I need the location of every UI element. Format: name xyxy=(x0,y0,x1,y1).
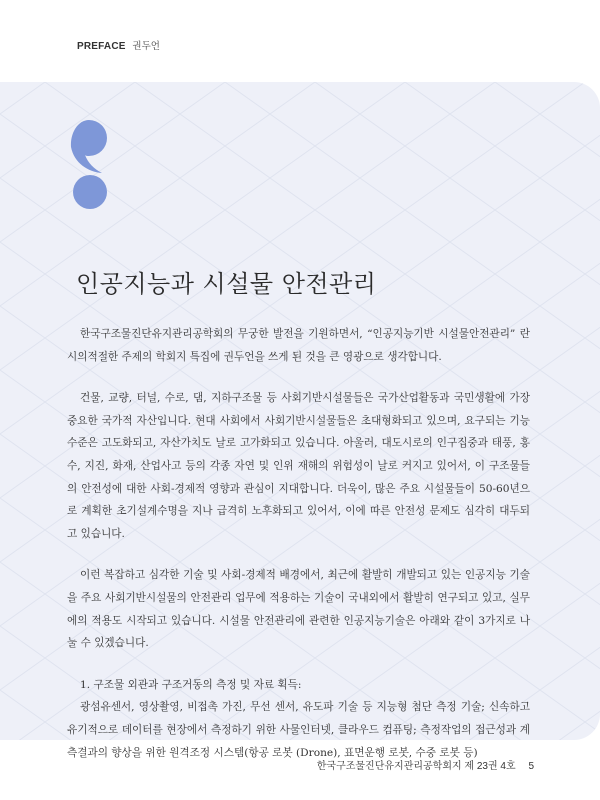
list-item-body: 광섬유센서, 영상촬영, 비접촉 가진, 무선 센서, 유도파 기술 등 지능형 첨단 측정 기술; 신속하고 유기적으로 데이터를 현장에서 측정하기 위한 사물인터넷, 클라우드 컴퓨팅; 측정작업의 접근성과 계측결과의 향상을 위한 원격조정 시스템(항공 로봇 (Drone), 표면운행 로봇, 수중 로봇 등) xyxy=(67,701,530,759)
journal-name: 한국구조물진단유지관리공학회지 제 23권 4호 xyxy=(316,761,516,772)
paragraph-1: 한국구조물진단유지관리공학회의 무궁한 발전을 기원하면서, “인공지능기반 시설물안전관리” 란 시의적절한 주제의 학회지 특집에 권두언을 쓰게 된 것을 큰 영광으로 생각합니다. xyxy=(67,328,530,363)
list-item-heading: 1. 구조물 외관과 구조거동의 측정 및 자료 획득: xyxy=(80,678,302,691)
paragraph-3: 이런 복잡하고 심각한 기술 및 사회-경제적 배경에서, 최근에 활발히 개발되고 있는 인공지능 기술을 주요 사회기반시설물의 안전관리 업무에 적용하는 기술이 국내외에서 활발히 연구되고 있고, 실무에의 적용도 시작되고 있습니다. 시설물 안전관리에 관련한 인공지능기술은 아래와 같이 3가지로 나눌 수 있겠습니다. xyxy=(67,569,530,650)
article-title: 인공지능과 시설물 안전관리 xyxy=(76,270,377,299)
section-header xyxy=(77,38,160,52)
paragraph-2: 건물, 교량, 터널, 수로, 댐, 지하구조물 등 사회기반시설물들은 국가산업활동과 국민생활에 가장 중요한 국가적 자산입니다. 현대 사회에서 사회기반시설물들은 초대형화되고 있으며, 요구되는 기능 수준은 고도화되고, 자산가치도 날로 고가화되고 있습니다. 아울러, 대도시로의 인구집중과 태풍, 홍수, 지진, 화재, 산업사고 등의 각종 자연 및 인위 재해의 위험성이 날로 커지고 있어서, 이 구조물들의 안전성에 대한 사회-경제적 영향과 관심이 지대합니다. 더욱이, 많은 주요 시설물들이 50-60년으로 계획한 초기설계수명을 지나 급격히 노후화되고 있어서, 이에 따른 안전성 문제도 심각히 대두되고 있습니다. xyxy=(67,392,530,540)
article-body xyxy=(67,323,530,783)
page-number: 5 xyxy=(528,761,534,772)
section-label: PREFACE xyxy=(77,41,126,52)
page-footer xyxy=(317,757,534,772)
section-sublabel: 권두언 xyxy=(132,41,160,52)
quote-mark-icon xyxy=(0,82,140,232)
